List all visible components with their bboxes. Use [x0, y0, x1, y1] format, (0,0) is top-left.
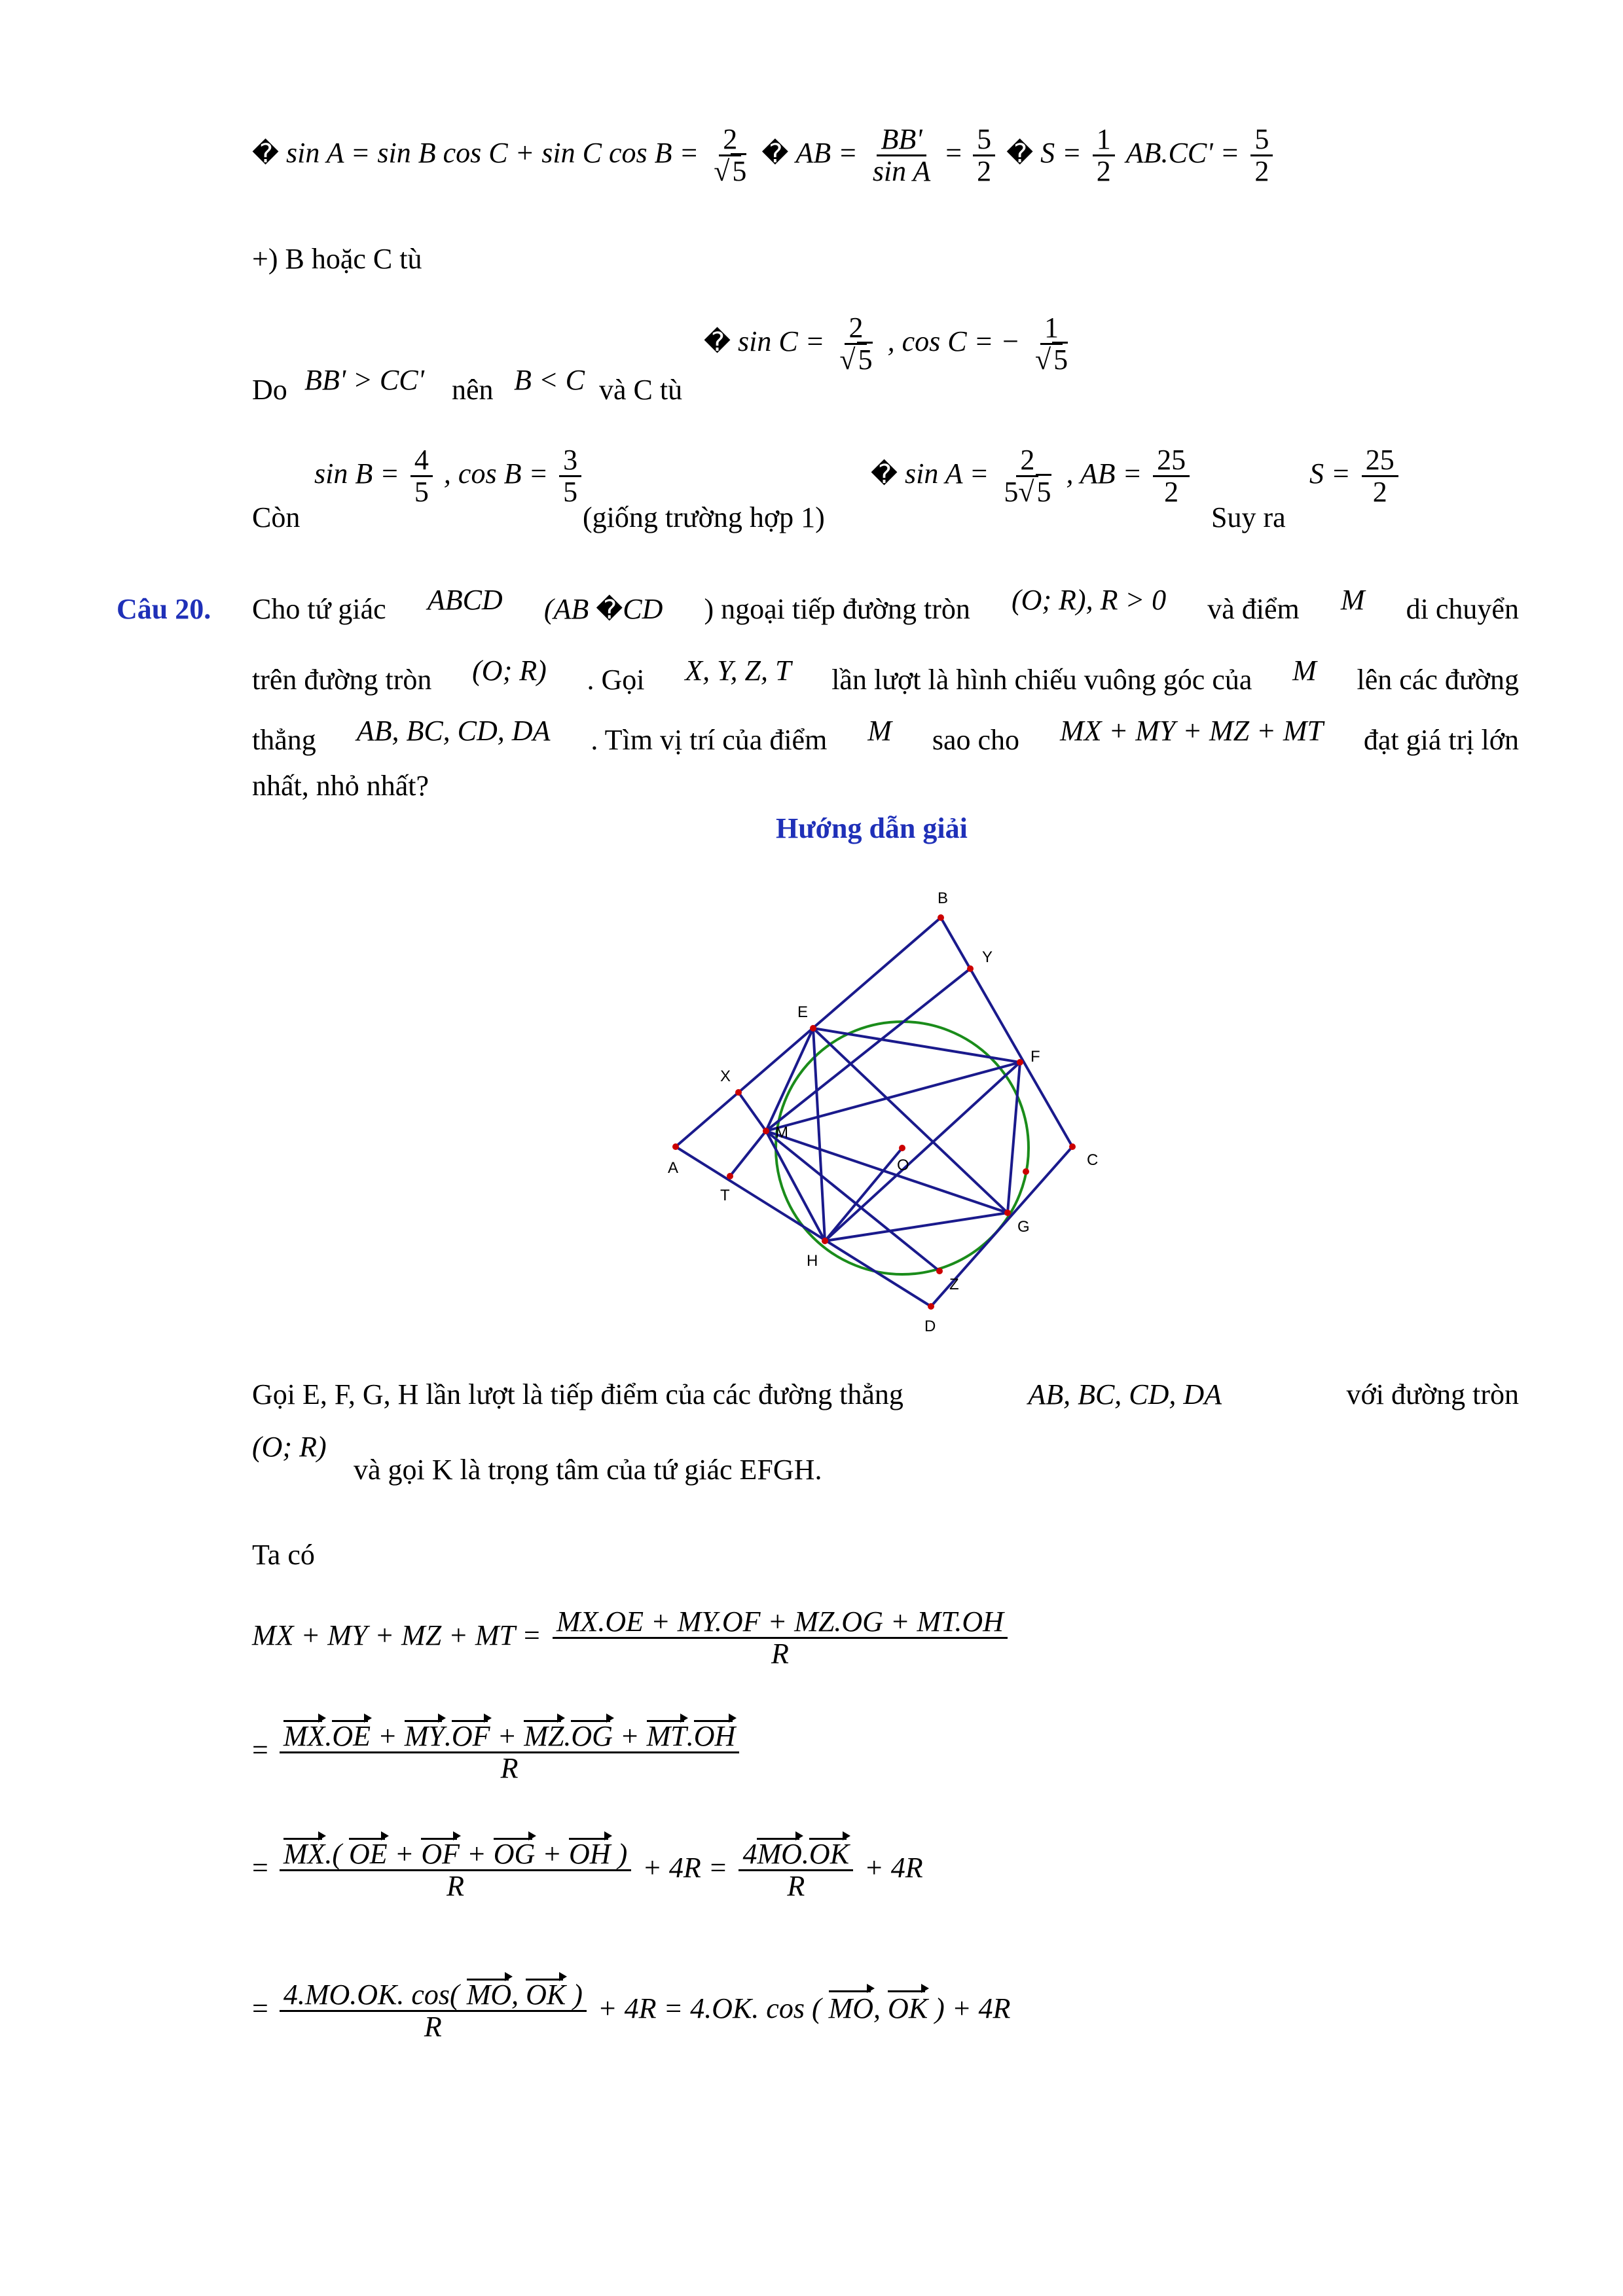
fraction: $\frac{2}{5√5}$ [1004, 444, 1051, 509]
condition-b-c: B < C [514, 364, 585, 396]
equation-3: = $\frac{MX.( OE + OF + OG + OH )}{R}$ + 4R = $\frac{4MO.OK}{R}$ + 4R [252, 1838, 923, 1903]
geometry-figure [622, 877, 1146, 1335]
label-t: T [720, 1187, 730, 1204]
label-b: B [938, 889, 949, 907]
fraction: $\frac{MX.OE + MY.OF + MZ.OG + MT.OH}{R}$ [553, 1607, 1008, 1669]
missing-glyph-icon: � [871, 459, 898, 490]
missing-glyph-icon: � [704, 327, 731, 357]
do-text: Do [252, 374, 287, 406]
label-x: X [720, 1067, 731, 1085]
quadrilateral-efgh [813, 1028, 1020, 1241]
case-heading: +) B hoặc C tù [252, 243, 422, 275]
label-h: H [807, 1252, 818, 1270]
segment-me [766, 1028, 813, 1131]
missing-glyph-icon: � [1006, 138, 1034, 169]
condition-bb-cc: BB' > CC' [304, 364, 424, 396]
question-line-1: Cho tứ giác ABCD (AB �CD ) ngoại tiếp đường tròn (O; R), R > 0 và điểm M di chuyển [252, 584, 1519, 625]
fraction: $\frac{4}{5}$ [410, 445, 433, 507]
eq-sinA: sin A = sin B cos C + sin C cos B = [286, 136, 706, 169]
giong-text: (giống trường hợp 1) [583, 501, 825, 533]
question-line-4: nhất, nhỏ nhất? [252, 770, 429, 802]
fraction: $\frac{3}{5}$ [559, 445, 581, 507]
fraction: $\frac{5}{2}$ [1250, 124, 1273, 187]
quadrilateral-abcd [676, 918, 1072, 1306]
ta-co-text: Ta có [252, 1539, 315, 1571]
label-a: A [668, 1159, 679, 1177]
label-z: Z [949, 1276, 959, 1293]
fraction: $\frac{4.MO.OK. \cos( MO, OK )}{R}$ [280, 1980, 587, 2042]
equation-4: = $\frac{4.MO.OK. \cos( MO, OK )}{R}$ + 4R = 4.OK. cos ( MO, OK ) + 4R [252, 1979, 1011, 2043]
fraction: $\frac{25}{2}$ [1362, 445, 1398, 507]
fraction: $\frac{4MO.OK}{R}$ [739, 1839, 853, 1901]
label-f: F [1030, 1048, 1040, 1066]
fraction: $\frac{5}{2}$ [973, 124, 995, 187]
segment-mt [730, 1131, 766, 1176]
equation-sinC-cosC: � sin C = $\frac{2}{√5}$ , cos C = − $\frac{1}{√5}$ [704, 313, 1076, 375]
fraction: $\frac{2}{√5}$ [839, 312, 873, 376]
equation-sinB-cosB: sin B = $\frac{4}{5}$ , cos B = $\frac{3}{5}$ [314, 445, 585, 507]
c-tu-text: và C tù [599, 374, 683, 406]
segment-ho [825, 1148, 902, 1241]
question-label: Câu 20. [117, 593, 211, 625]
con-text: Còn [252, 501, 301, 533]
question-line-2: trên đường tròn (O; R) . Gọi X, Y, Z, T lần lượt là hình chiếu vuông góc của M lên các đường [252, 655, 1519, 696]
segment-mx [739, 1092, 766, 1131]
label-c: C [1087, 1151, 1099, 1169]
label-y: Y [982, 948, 993, 966]
fraction: $\frac{1}{√5}$ [1034, 312, 1068, 376]
eq-S: S = [1040, 136, 1089, 169]
missing-glyph-icon: � [252, 138, 280, 169]
label-e: E [797, 1003, 809, 1021]
circle-notation: (O; R) [252, 1431, 327, 1463]
equation-sinA-AB: � sin A = $\frac{2}{5√5}$ , AB = $\frac{25}{2}$ [871, 445, 1194, 507]
segment-mz [766, 1131, 939, 1271]
equation-S: S = $\frac{25}{2}$ [1309, 445, 1402, 507]
label-g: G [1017, 1218, 1030, 1236]
nen-text: nên [452, 374, 494, 406]
label-d: D [924, 1318, 936, 1335]
label-m: M [775, 1124, 788, 1141]
missing-glyph-icon: � [761, 138, 789, 169]
equation-line-1: � sin A = sin B cos C + sin C cos B = $\frac{2}{√5}$ � AB = $\frac{BB'}{\text{sin A}}$ = $\frac{5}{2}$ � S = $\frac{1}{2}$ AB.CC' = $\frac{5}{2}$ [252, 124, 1277, 187]
fraction: $\frac{MX.OE + MY.OF + MZ.OG + MT.OH}{R}$ [280, 1721, 739, 1784]
fraction: $\frac{25}{2}$ [1153, 445, 1190, 507]
body-line-2: và gọi K là trọng tâm của tứ giác EFGH. [354, 1454, 822, 1486]
suy-ra-text: Suy ra [1211, 501, 1286, 533]
question-line-3: thẳng AB, BC, CD, DA . Tìm vị trí của điểm M sao cho MX + MY + MZ + MT đạt giá trị lớn [252, 715, 1519, 756]
guide-title: Hướng dẫn giải [776, 812, 968, 844]
body-line-1: Gọi E, F, G, H lần lượt là tiếp điểm của các đường thẳng AB, BC, CD, DA với đường tròn [252, 1378, 1519, 1410]
fraction: $\frac{2}{√5}$ [714, 123, 747, 188]
fraction: $\frac{MX.( OE + OF + OG + OH )}{R}$ [280, 1839, 631, 1901]
equation-2: = $\frac{MX.OE + MY.OF + MZ.OG + MT.OH}{R}$ [252, 1721, 743, 1784]
fraction: $\frac{1}{2}$ [1093, 124, 1115, 187]
fraction: $\frac{BB'}{\text{sin A}}$ [872, 123, 931, 188]
eq-AB: AB = [795, 136, 865, 169]
equation-1: MX + MY + MZ + MT = $\frac{MX.OE + MY.OF + MZ.OG + MT.OH}{R}$ [252, 1607, 1012, 1669]
missing-glyph-icon: � [596, 595, 623, 625]
label-o: O [897, 1157, 909, 1174]
